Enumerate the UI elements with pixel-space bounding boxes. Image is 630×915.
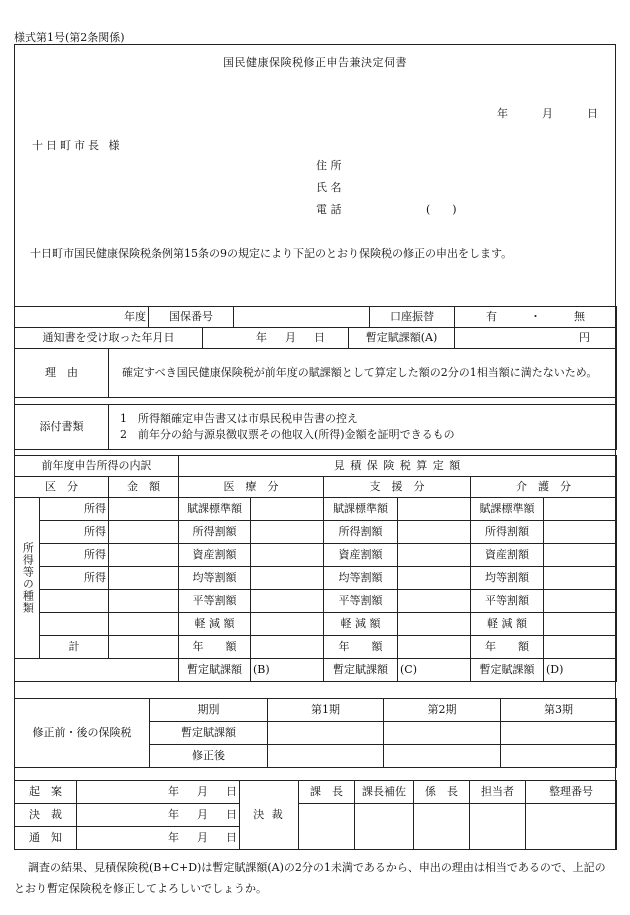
medical-per-capita-value [251,567,324,590]
care-reduction-label: 軽 減 額 [471,613,544,636]
chief-seal [414,804,470,850]
addressee: 十日町市長 様 [32,139,123,152]
blank-cell [15,659,179,682]
medical-annual-label: 年 額 [179,636,251,659]
medical-reduction-value [251,613,324,636]
decided-date [77,804,240,827]
support-annual-label: 年 額 [324,636,398,659]
attachments-label: 添付書類 [15,405,109,450]
notified-year: 年 [168,831,179,845]
support-provisional-c: (C) [398,659,471,682]
income-breakdown-header: 前年度申告所得の内訳 [15,456,179,477]
provisional-amount-label: 暫定賦課額(A) [349,328,455,349]
medical-asset-label: 資産割額 [179,544,251,567]
care-income-label: 所得割額 [471,521,544,544]
support-income-label: 所得割額 [324,521,398,544]
medical-household-value [251,590,324,613]
medical-provisional-label: 暫定賦課額 [179,659,251,682]
care-household-label: 平等割額 [471,590,544,613]
medical-base-value [251,498,324,521]
decided-label: 決 裁 [15,804,77,827]
choice-dot: ・ [530,310,541,324]
after-p3 [501,745,617,768]
income-type-row [40,613,109,636]
reference-no-label: 整理番号 [526,781,617,804]
notified-day: 日 [226,831,237,845]
drafted-label: 起 案 [15,781,77,804]
income-amount-cell [109,590,179,613]
before-revision-label: 暫定賦課額 [150,722,268,745]
decided-day: 日 [226,808,237,822]
care-annual-value [544,636,617,659]
declaration-text: 十日町市国民健康保険税条例第15条の9の規定により下記のとおり保険税の修正の申出をします。 [30,247,513,260]
form-header [14,44,616,306]
support-household-label: 平等割額 [324,590,398,613]
before-p1 [268,722,384,745]
support-reduction-value [398,613,471,636]
income-type-label: 所得等の種類 [15,498,40,659]
care-per-capita-label: 均等割額 [471,567,544,590]
support-base-value [398,498,471,521]
drafted-year: 年 [168,785,179,799]
care-header: 介 護 分 [471,477,617,498]
date-year: 年 [497,107,508,120]
support-header: 支 援 分 [324,477,471,498]
notice-day: 日 [314,331,325,345]
deputy-chief-label: 課長補佐 [355,781,414,804]
medical-base-label: 賦課標準額 [179,498,251,521]
amount-header: 金 額 [109,477,179,498]
officer-seal [470,804,526,850]
income-total-label: 計 [40,636,109,659]
income-type-row: 所得 [40,544,109,567]
income-total-value [109,636,179,659]
bank-transfer-label: 口座振替 [370,307,455,328]
period-2: 第2期 [384,699,501,722]
support-per-capita-value [398,567,471,590]
category-header: 区 分 [15,477,109,498]
notice-row [14,327,617,349]
income-type-row [40,590,109,613]
before-p3 [501,722,617,745]
medical-asset-value [251,544,324,567]
income-amount-cell [109,567,179,590]
medical-income-value [251,521,324,544]
medical-reduction-label: 軽 減 額 [179,613,251,636]
support-per-capita-label: 均等割額 [324,567,398,590]
medical-provisional-b: (B) [251,659,324,682]
basic-info-row [14,306,617,328]
decided-month: 月 [197,808,208,822]
income-type-row: 所得 [40,567,109,590]
provisional-amount-unit: 円 [455,328,617,349]
decision-label: 決 裁 [240,781,299,850]
income-amount-cell [109,613,179,636]
support-annual-value [398,636,471,659]
estimated-tax-header: 見 積 保 険 税 算 定 額 [179,456,617,477]
notice-year: 年 [256,331,267,345]
medical-income-label: 所得割額 [179,521,251,544]
care-provisional-d: (D) [544,659,617,682]
reference-no-value [526,804,617,850]
bank-transfer-choice [455,307,617,328]
form-number-label: 様式第1号(第2条関係) [14,31,125,44]
section-chief-label: 課 長 [299,781,355,804]
support-asset-value [398,544,471,567]
decided-year: 年 [168,808,179,822]
care-base-value [544,498,617,521]
care-per-capita-value [544,567,617,590]
medical-header: 医 療 分 [179,477,324,498]
choice-yes: 有 [486,310,497,324]
income-type-row: 所得 [40,521,109,544]
revision-label: 修正前・後の保険税 [15,699,150,768]
medical-household-label: 平等割額 [179,590,251,613]
support-household-value [398,590,471,613]
reason-section [14,348,617,450]
after-p2 [384,745,501,768]
income-amount-cell [109,544,179,567]
care-asset-label: 資産割額 [471,544,544,567]
submission-date [497,105,598,121]
notice-month: 月 [285,331,296,345]
officer-label: 担当者 [470,781,526,804]
attachments-list [109,405,617,450]
applicant-phone-parens: ( ) [426,203,457,216]
approval-footnote: 調査の結果、見積保険税(B+C+D)は暫定賦課額(A)の2分の1未満であるから、申出の理由は相当であるので、上記のとおり暫定保険税を修正してよろしいでしょうか。 [14,861,606,895]
medical-annual-value [251,636,324,659]
drafted-day: 日 [226,785,237,799]
care-income-value [544,521,617,544]
reason-text: 確定すべき国民健康保険税が前年度の賦課額として算定した額の2分の1相当額に満たないため。 [109,349,617,398]
insurance-no-label: 国保番号 [149,307,234,328]
medical-per-capita-label: 均等割額 [179,567,251,590]
support-income-value [398,521,471,544]
attachment-item: 1 所得額確定申告書又は市県民税申告書の控え [120,412,358,426]
care-household-value [544,590,617,613]
drafted-date [77,781,240,804]
date-month: 月 [542,107,553,120]
notice-date-value [203,328,349,349]
notified-month: 月 [197,831,208,845]
support-reduction-label: 軽 減 額 [324,613,398,636]
period-3: 第3期 [501,699,617,722]
form-title: 国民健康保険税修正申告兼決定伺書 [223,56,407,69]
after-revision-label: 修正後 [150,745,268,768]
support-base-label: 賦課標準額 [324,498,398,521]
applicant-name-label: 氏 名 [316,181,342,194]
approval-table [14,780,617,850]
attachment-item: 2 前年分の給与源泉徴収票その他収入(所得)金額を証明できるもの [120,428,455,441]
care-provisional-label: 暫定賦課額 [471,659,544,682]
insurance-no-value [234,307,370,328]
notified-label: 通 知 [15,827,77,850]
before-p2 [384,722,501,745]
choice-no: 無 [574,310,585,324]
income-amount-cell [109,521,179,544]
income-type-row: 所得 [40,498,109,521]
date-day: 日 [587,107,598,120]
applicant-phone-label: 電 話 [316,203,342,216]
care-annual-label: 年 額 [471,636,544,659]
tax-calculation-table [14,455,617,682]
after-p1 [268,745,384,768]
notified-date [77,827,240,850]
drafted-month: 月 [197,785,208,799]
support-provisional-label: 暫定賦課額 [324,659,398,682]
period-1: 第1期 [268,699,384,722]
income-amount-cell [109,498,179,521]
applicant-address-label: 住 所 [316,159,342,172]
support-asset-label: 資産割額 [324,544,398,567]
care-asset-value [544,544,617,567]
section-chief-seal [299,804,355,850]
fiscal-year-label: 年度 [15,307,149,328]
revision-table [14,698,617,768]
notice-date-label: 通知書を受け取った年月日 [15,328,203,349]
reason-label: 理 由 [15,349,109,398]
care-reduction-value [544,613,617,636]
care-base-label: 賦課標準額 [471,498,544,521]
deputy-chief-seal [355,804,414,850]
period-label: 期別 [150,699,268,722]
chief-label: 係 長 [414,781,470,804]
